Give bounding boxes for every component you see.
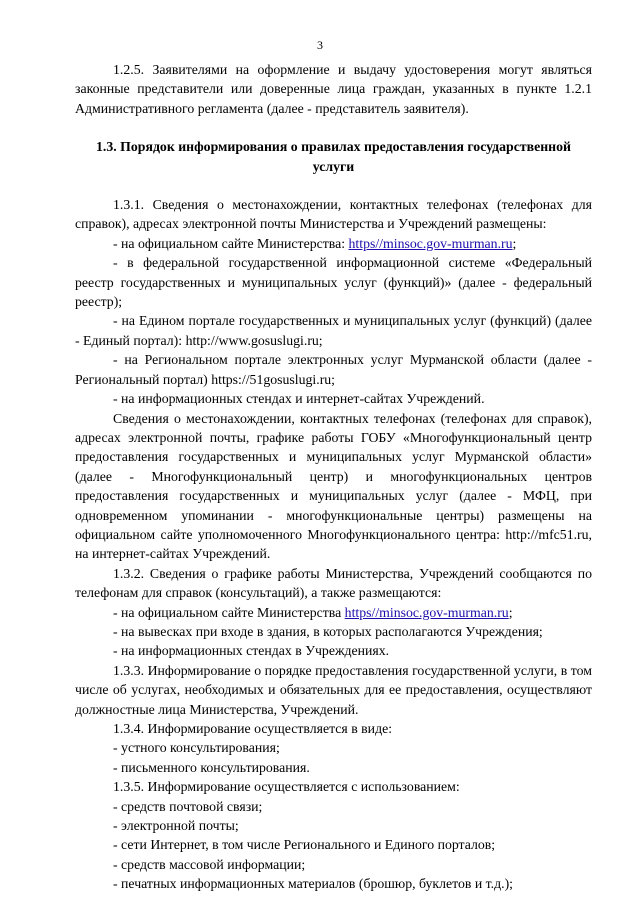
list-item-written: - письменного консультирования. (113, 759, 310, 775)
paragraph-1-3-4: 1.3.4. Информирование осуществляется в виде: (113, 721, 393, 736)
list-item-internet: - сети Интернет, в том числе Регионального и Единого порталов; (113, 837, 496, 853)
punctuation: ; (508, 604, 513, 620)
list-item-schedule-stands: - на информационных стендах в Учреждениях. (113, 643, 390, 659)
list-item-unified-portal: - на Едином портале государственных и муниципальных услуг (функций) (далее - Единый портал): http://www.gosuslugi.ru; (75, 313, 592, 348)
list-item-mass-media: - средств массовой информации; (113, 856, 306, 872)
schedule-site-link[interactable]: https//minsoc.gov-murman.ru (344, 604, 509, 620)
list-item-federal-registry: - в федеральной государственной информационной системе «Федеральный реестр государственных и муниципальных услуг (функций)» (далее - федеральный реестр); (75, 255, 592, 310)
paragraph-1-3-2: 1.3.2. Сведения о графике работы Министерства, Учреждений сообщаются по телефонам для справок (консультаций), а также размещаются: (75, 565, 592, 601)
document-body (75, 60, 592, 894)
paragraph-1-3-5: 1.3.5. Информирование осуществляется с использованием: (113, 779, 460, 795)
list-item-info-stands: - на информационных стендах и интернет-сайтах Учреждений. (113, 391, 485, 407)
list-item-text: - на официальном сайте Министерства (113, 604, 345, 620)
ministry-site-link[interactable]: https//minsoc.gov-murman.ru (348, 235, 513, 251)
list-item-text: - на официальном сайте Министерства: (113, 235, 349, 251)
paragraph-1-2-5: 1.2.5. Заявителями на оформление и выдачу удостоверения могут являться законные представители или доверенные лица граждан, указанных в пункте 1.2.1 Административного регламента (далее - представитель заявителя). (75, 62, 592, 116)
paragraph-1-3-1: 1.3.1. Сведения о местонахождении, контактных телефонах (телефонах для справок), адресах электронной почты Министерства и Учреждений размещены: (75, 197, 592, 232)
list-item-ministry-site (75, 234, 592, 253)
paragraph-1-3-3: 1.3.3. Информирование о порядке предоставления государственной услуги, в том числе об услугах, необходимых и обязательных для ее предоставления, осуществляют должностные лица Министерства, Учреждений. (75, 662, 592, 717)
list-item-postal: - средств почтовой связи; (113, 798, 263, 814)
section-heading-1-3: 1.3. Порядок информирования о правилах предоставления государственной услуги (96, 139, 571, 174)
paragraph-mfc-info: Сведения о местонахождении, контактных телефонах (телефонах для справок), адресах электронной почты, графике работы ГОБУ «Многофункциональный центр предоставления государственных и муниципальных услуг Мурманской области» (далее - Многофункциональный центр) и многофункциональных центров предоставления государственных и муниципальных услуг (далее - МФЦ, при одновременном упоминании - многофункциональные центры) размещены на официальном сайте уполномоченного Многофункционального центра: http://mfc51.ru, на интернет-сайтах Учреждений. (75, 410, 592, 562)
list-item-regional-portal: - на Региональном портале электронных услуг Мурманской области (далее - Региональный портал) https://51gosuslugi.ru; (75, 352, 592, 387)
list-item-oral: - устного консультирования; (113, 740, 280, 756)
list-item-schedule-signs: - на вывесках при входе в здания, в которых располагаются Учреждения; (113, 623, 543, 639)
punctuation: ; (512, 235, 517, 251)
page-number: 3 (317, 38, 323, 52)
list-item-printed: - печатных информационных материалов (брошюр, буклетов и т.д.); (113, 876, 514, 892)
list-item-schedule-site (75, 603, 592, 622)
list-item-email: - электронной почты; (113, 818, 239, 834)
